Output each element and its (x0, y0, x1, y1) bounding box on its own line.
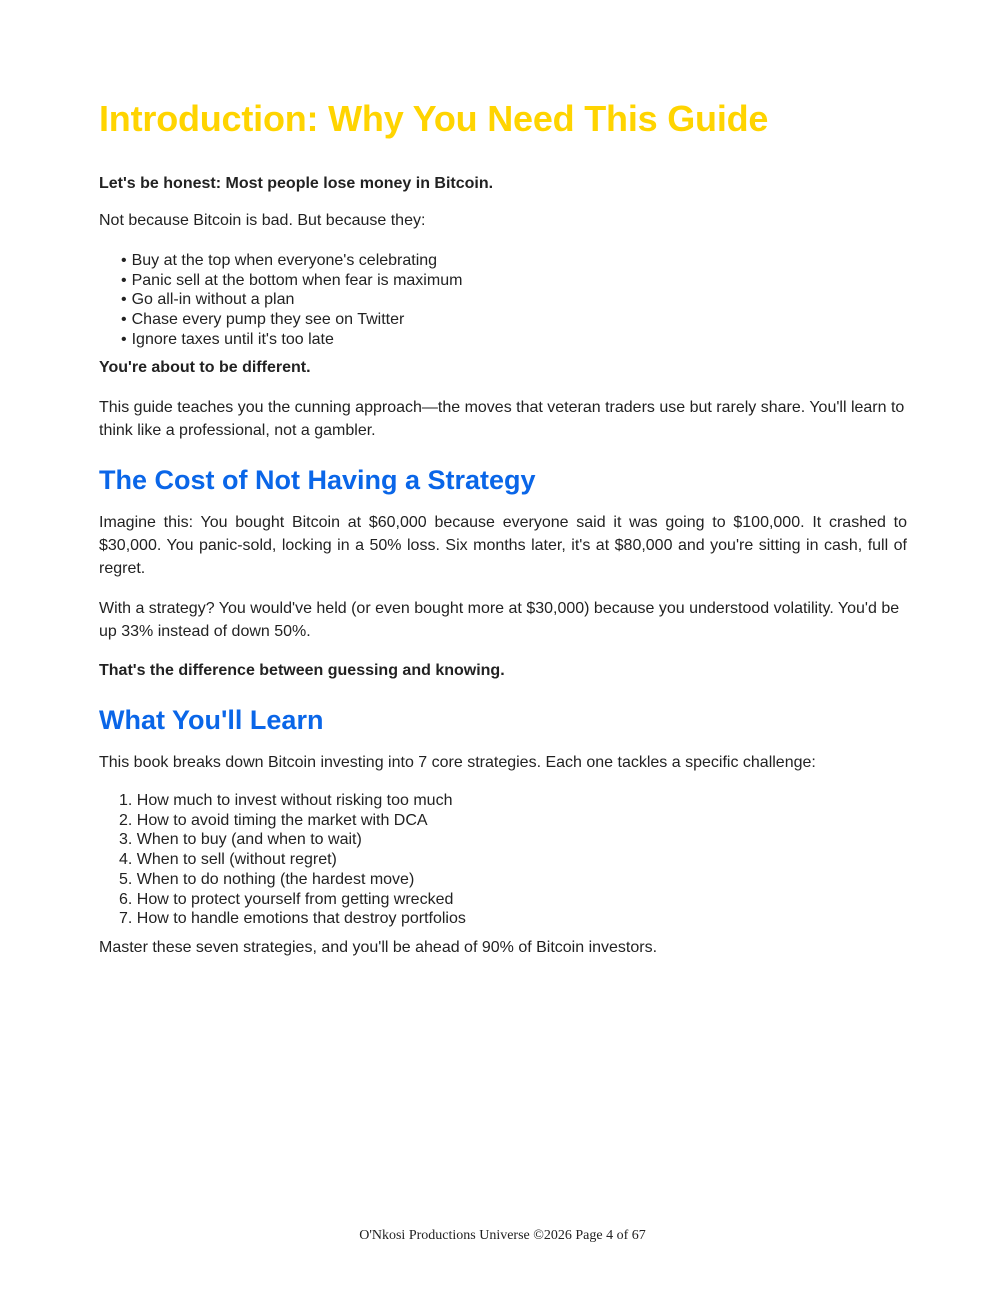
page-title: Introduction: Why You Need This Guide (99, 98, 769, 139)
list-item: • Chase every pump they see on Twitter (121, 310, 462, 330)
intro-reason: Not because Bitcoin is bad. But because they: (99, 212, 426, 229)
section-heading-cost: The Cost of Not Having a Strategy (99, 465, 536, 495)
cost-paragraph-3: That's the difference between guessing and knowing. (99, 662, 505, 679)
list-item: • Ignore taxes until it's too late (121, 330, 462, 350)
list-item: 6. How to protect yourself from getting wrecked (119, 890, 454, 908)
page-footer: O'Nkosi Productions Universe ©2026 Page 4 of 67 (359, 1228, 646, 1243)
list-item: 7. How to handle emotions that destroy portfolios (119, 910, 466, 928)
list-item: • Go all-in without a plan (121, 290, 462, 310)
list-item: • Buy at the top when everyone's celebrating (121, 251, 462, 271)
list-item: 5. When to do nothing (the hardest move) (119, 870, 415, 888)
strategies-list (119, 791, 466, 929)
list-item: 3. When to buy (and when to wait) (119, 831, 362, 849)
list-item: • Panic sell at the bottom when fear is maximum (121, 271, 462, 291)
section-heading-learn: What You'll Learn (99, 705, 324, 735)
list-item: 1. How much to invest without risking too much (119, 792, 453, 809)
cost-paragraph-1: Imagine this: You bought Bitcoin at $60,000 because everyone said it was going to $100,000. It crashed to $30,000. You panic-sold, locking in a 50% loss. Six months later, it's at $80,000 and you're sitting in cash, full of regret. (99, 514, 907, 577)
cost-paragraph-2: With a strategy? You would've held (or even bought more at $30,000) because you understood volatility. You'd be up 33% instead of down 50%. (99, 600, 900, 640)
mistakes-list (121, 251, 462, 350)
learn-closing: Master these seven strategies, and you'll be ahead of 90% of Bitcoin investors. (99, 939, 658, 956)
learn-intro: This book breaks down Bitcoin investing into 7 core strategies. Each one tackles a specific challenge: (99, 754, 816, 771)
intro-different: You're about to be different. (99, 359, 311, 376)
intro-lead: Let's be honest: Most people lose money in Bitcoin. (99, 175, 494, 192)
list-item: 4. When to sell (without regret) (119, 851, 337, 869)
list-item: 2. How to avoid timing the market with DCA (119, 811, 428, 829)
intro-approach: This guide teaches you the cunning approach—the moves that veteran traders use but rarely share. You'll learn to think like a professional, not a gambler. (99, 399, 905, 439)
